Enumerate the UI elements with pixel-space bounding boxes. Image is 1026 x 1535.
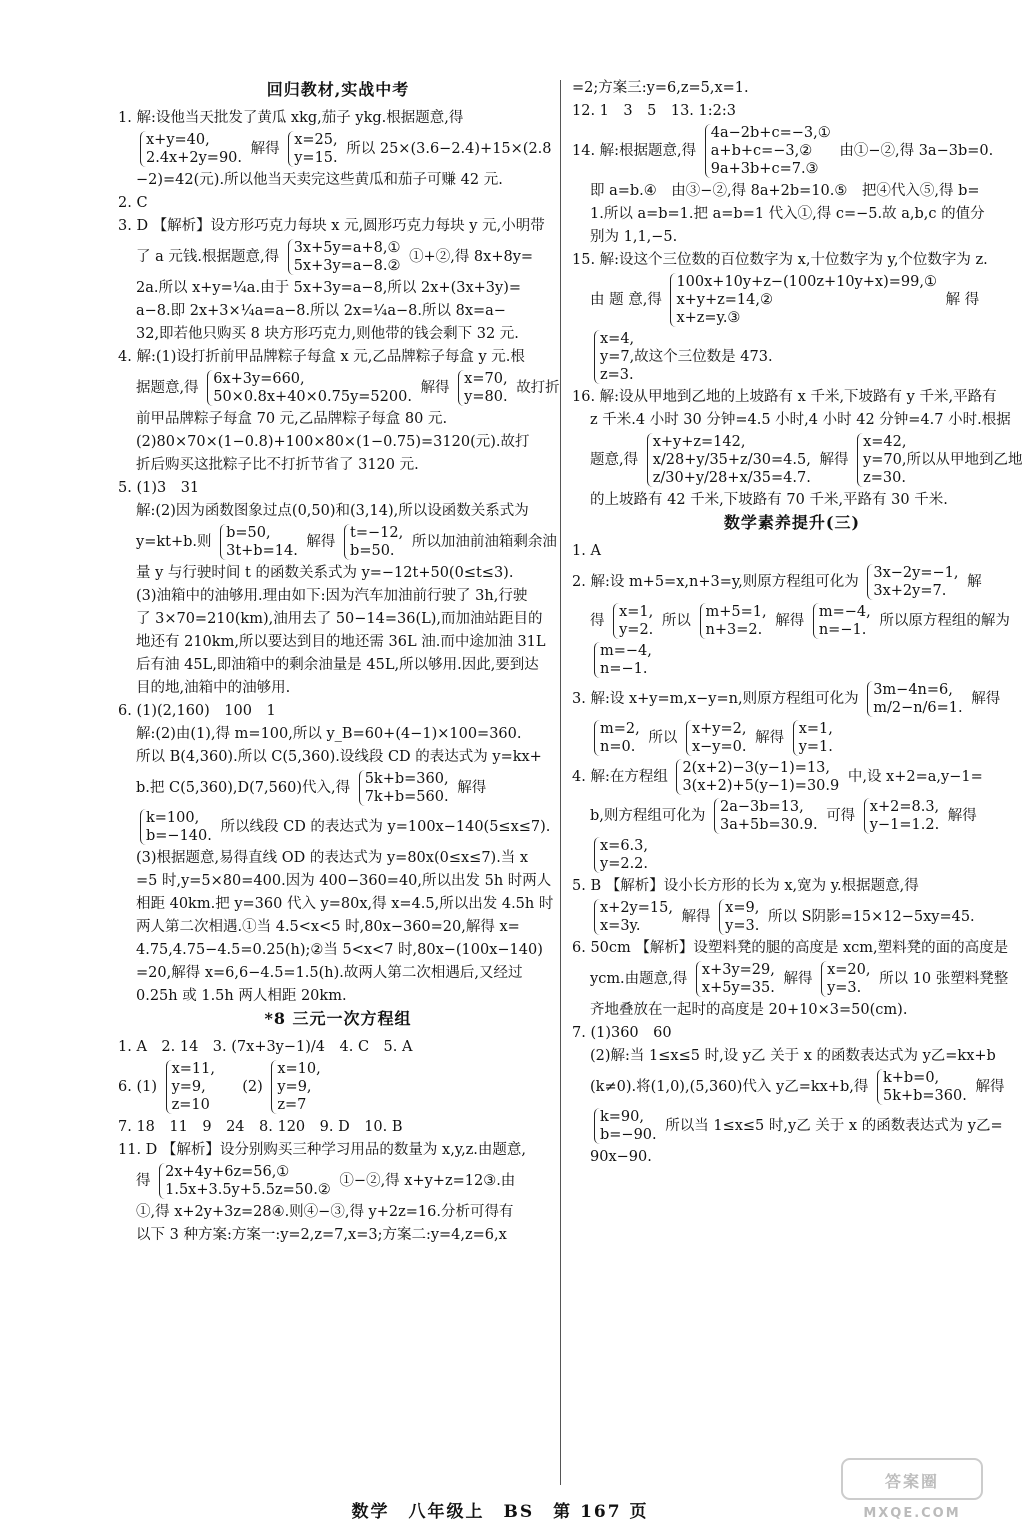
right-column: [572, 78, 1023, 1170]
watermark-logo: [838, 1455, 986, 1525]
q15-line: 15. 解:设这个三位数的百位数字为 x,十位数字为 y,个位数字为 z.: [572, 252, 988, 268]
s7-line: 7. (1)360 60: [572, 1025, 672, 1041]
page-footer: 数学 八年级上 BS 第 167 页: [351, 1502, 649, 1522]
equation-system: 2(x+2)−3(y−1)=13, 3(x+2)+5(y−1)=30.9: [676, 759, 839, 795]
section-title: 回归教材,实战中考: [266, 80, 410, 99]
equation-solution: x=70, y=80.: [458, 370, 507, 406]
q14-line: 别为 1,1,−5.: [590, 229, 678, 245]
q3-line: 3. D 【解析】设方形巧克力每块 x 元,圆形巧克力每块 y 元,小明带: [118, 218, 545, 234]
equation-system: 6x+3y=660, 50×0.8x+40×0.75y=5200.: [207, 370, 412, 406]
s3-solution: m=2, n=0. 所以 x+y=2, x−y=0. 解得 x=1, y=1.: [572, 720, 1012, 756]
equation-solution: x=4, y=7,故这个三位数是 473. z=3.: [594, 330, 773, 384]
q6-solution: k=100, b=−140. 所以线段 CD 的表达式为 y=100x−140(5≤x≤7).: [118, 809, 558, 845]
svg-text:答案圈: 答案圈: [884, 1472, 940, 1491]
q1-line: −2)=42(元).所以他当天卖完这些黄瓜和茄子可赚 42 元.: [136, 172, 503, 188]
left-column: [118, 78, 558, 1248]
equation-solution: x=1, y=1.: [793, 720, 833, 756]
s4-system: 4. 解:在方程组 2(x+2)−3(y−1)=13, 3(x+2)+5(y−1)=30.9 中,设 x+2=a,y−1=: [572, 760, 983, 794]
equation-system: x+y=40, 2.4x+2y=90.: [140, 131, 242, 167]
equation-solution: t=−12, b=50.: [344, 524, 403, 560]
q6-line: 两人第二次相遇.①当 4.5<x<5 时,80x−360=20,解得 x=: [136, 919, 520, 935]
s7-line: (2)解:当 1≤x≤5 时,设 y乙 关于 x 的函数表达式为 y乙=kx+b: [590, 1048, 996, 1064]
s5-line: 5. B 【解析】设小长方形的长为 x,宽为 y.根据题意,得: [572, 878, 919, 894]
s7-system: (k≠0).将(1,0),(5,360)代入 y乙=kx+b,得 k+b=0, 5k+b=360. 解得: [590, 1070, 1005, 1104]
section-title-3: 数学素养提升(三): [723, 513, 861, 532]
q16-line: z 千米.4 小时 30 分钟=4.5 小时,4 小时 42 分钟=4.7 小时.根据: [590, 412, 1011, 428]
equation-system: x+y=2, x−y=0.: [686, 720, 747, 756]
q4-line: (2)80×70×(1−0.8)+100×80×(1−0.75)=3120(元).故打: [136, 434, 530, 450]
q11-line: 11. D 【解析】设分别购买三种学习用品的数量为 x,y,z.由题意,: [118, 1142, 527, 1158]
equation-solution: x=9, y=3.: [719, 899, 759, 935]
equation-solution: x=6.3, y=2.2.: [594, 837, 648, 873]
equation-solution: x=11, y=9, z=10: [166, 1060, 215, 1114]
q5-line: 5. (1)3 31: [118, 480, 200, 496]
equation-system: 3m−4n=6, m/2−n/6=1.: [867, 681, 962, 717]
equation-system: 100x+10y+z−(100z+10y+x)=99,① x+y+z=14,② x+z=y.③: [670, 273, 937, 327]
q6-system: b.把 C(5,360),D(7,560)代入,得 5k+b=360, 7k+b=560. 解得: [136, 771, 487, 805]
equation-system: 2a−3b=13, 3a+5b=30.9.: [714, 798, 818, 834]
q16-line: 的上坡路有 42 千米,下坡路有 70 千米,平路有 30 千米.: [590, 492, 948, 508]
q2-answer: 2. C: [118, 195, 148, 211]
q1-system: x+y=40, 2.4x+2y=90. 解得 x=25, y=15. 所以 25×(3.6−2.4)+15×(2.8: [118, 131, 558, 167]
q3-system: 了 a 元钱.根据题意,得 3x+5y=a+8,① 5x+3y=a−8.② ①+②,得 8x+8y=: [136, 240, 534, 274]
equation-solution: m=−4, n=−1.: [813, 603, 871, 639]
equation-system: m+5=1, n+3=2.: [700, 603, 767, 639]
section-title-2: *8 三元一次方程组: [264, 1009, 412, 1028]
equation-system: 4a−2b+c=−3,① a+b+c=−3,② 9a+3b+c=7.③: [705, 124, 831, 178]
equation-system: 3x−2y=−1, 3x+2y=7.: [867, 564, 958, 600]
q15-system: 由 题 意,得 100x+10y+z−(100z+10y+x)=99,① x+y+z=14,② x+z=y.③ 解 得: [590, 274, 980, 326]
equation-system: x+y+z=142, x/28+y/35+z/30=4.5, z/30+y/28+x/35=4.7.: [647, 433, 811, 487]
q6-line: 0.25h 或 1.5h 两人相距 20km.: [136, 988, 347, 1004]
q15-solution: [572, 330, 1012, 384]
q6-line: 解:(2)由(1),得 m=100,所以 y_B=60+(4−1)×100=360.: [136, 726, 522, 742]
s4-final: [572, 837, 1012, 873]
equation-system: k+b=0, 5k+b=360.: [877, 1069, 967, 1105]
equation-solution: k=90, b=−90.: [594, 1108, 657, 1144]
equation-system: 3x+5y=a+8,① 5x+3y=a−8.②: [288, 239, 401, 275]
q6-line: =5 时,y=5×80=400.因为 400−360=40,所以出发 5h 时两人: [136, 873, 552, 889]
equation-system: x+2y=15, x=3y.: [594, 899, 673, 935]
q5-line: 了 3×70=210(km),油用去了 50−14=36(L),而加油站距目的: [136, 611, 543, 627]
equation-solution: x=10, y=9, z=7: [271, 1060, 320, 1114]
q5-line: 地还有 210km,所以要达到目的地还需 36L 油.而中途加油 31L: [136, 634, 546, 650]
equation-solution: x=42, y=70,所以从甲地到乙地 z=30.: [857, 433, 1022, 487]
answers-7-10: 7. 18 11 9 24 8. 120 9. D 10. B: [118, 1119, 403, 1135]
q4-system: 据题意,得 6x+3y=660, 50×0.8x+40×0.75y=5200. 解得 x=70, y=80. 故打折: [136, 371, 560, 405]
q6-line: 6. (1)(2,160) 100 1: [118, 703, 276, 719]
s4-solution: b,则方程组可化为 2a−3b=13, 3a+5b=30.9. 可得 x+2=8.3, y−1=1.2. 解得: [590, 799, 977, 833]
q5-line: (3)油箱中的油够用.理由如下:因为汽车加油前行驶了 3h,行驶: [136, 588, 528, 604]
q16-line: 16. 解:设从甲地到乙地的上坡路有 x 千米,下坡路有 y 千米,平路有: [572, 389, 997, 405]
equation-system: 2x+4y+6z=56,① 1.5x+3.5y+5.5z=50.②: [159, 1163, 331, 1199]
q16-system: 题意,得 x+y+z=142, x/28+y/35+z/30=4.5, z/30+y/28+x/35=4.7. 解得 x=42, y=70,所以从甲地到乙地 z=30.: [590, 434, 1023, 486]
s3-system: 3. 解:设 x+y=m,x−y=n,则原方程组可化为 3m−4n=6, m/2−n/6=1. 解得: [572, 682, 1001, 716]
svg-text:MXQE.COM: MXQE.COM: [863, 1506, 961, 1521]
answers-1-5: 1. A 2. 14 3. (7x+3y−1)/4 4. C 5. A: [118, 1039, 413, 1055]
equation-solution: x=1, y=2.: [613, 603, 653, 639]
q6-line: 所以 B(4,360).所以 C(5,360).设线段 CD 的表达式为 y=kx+: [136, 749, 542, 765]
q5-line: 后有油 45L,即油箱中的剩余油量是 45L,所以够用.因此,要到达: [136, 657, 539, 673]
q5-line: 量 y 与行驶时间 t 的函数关系式为 y=−12t+50(0≤t≤3).: [136, 565, 514, 581]
q11-continued: =2;方案三:y=6,z=5,x=1.: [572, 80, 749, 96]
q3-line: a−8.即 2x+3×¼a=a−8.所以 2x=¼a−8.所以 8x=a−: [136, 303, 506, 319]
equation-system: b=50, 3t+b=14.: [220, 524, 298, 560]
s6-line: 齐地叠放在一起时的高度是 20+10×3=50(cm).: [590, 1002, 908, 1018]
s2-system: 2. 解:设 m+5=x,n+3=y,则原方程组可化为 3x−2y=−1, 3x+2y=7. 解: [572, 565, 982, 599]
equation-solution: m=2, n=0.: [594, 720, 640, 756]
q6-line: =20,解得 x=6,6−4.5=1.5(h).故两人第二次相遇后,又经过: [136, 965, 523, 981]
s7-solution: k=90, b=−90. 所以当 1≤x≤5 时,y乙 关于 x 的函数表达式为 y乙=: [572, 1108, 1012, 1144]
q14-line: 即 a=b.④ 由③−②,得 8a+2b=10.⑤ 把④代入⑤,得 b=: [590, 183, 980, 199]
s5-system: x+2y=15, x=3y. 解得 x=9, y=3. 所以 S阴影=15×12−5xy=45.: [572, 899, 1012, 935]
q14-line: 1.所以 a=b=1.把 a=b=1 代入①,得 c=−5.故 a,b,c 的值分: [590, 206, 985, 222]
q4-line: 前甲品牌粽子每盒 70 元,乙品牌粽子每盒 80 元.: [136, 411, 448, 427]
equation-solution: k=100, b=−140.: [140, 809, 212, 845]
q3-line: 32,即若他只购买 8 块方形巧克力,则他带的钱会剩下 32 元.: [136, 326, 519, 342]
answers-6: 6. (1) x=11, y=9, z=10 (2) x=10, y=9, z=7: [118, 1061, 321, 1113]
s6-line: 6. 50cm 【解析】设塑料凳的腿的高度是 xcm,塑料凳的面的高度是: [572, 940, 1009, 956]
q4-line: 折后购买这批粽子比不打折节省了 3120 元.: [136, 457, 419, 473]
q6-line: 相距 40km.把 y=360 代入 y=80x,得 x=4.5,所以出发 4.5h 时: [136, 896, 554, 912]
q1-line: 1. 解:设他当天批发了黄瓜 xkg,茄子 ykg.根据题意,得: [118, 110, 464, 126]
s2-solution: 得 x=1, y=2. 所以 m+5=1, n+3=2. 解得 m=−4, n=−1. 所以原方程组的解为: [590, 604, 1010, 638]
q11-system: 得 2x+4y+6z=56,① 1.5x+3.5y+5.5z=50.② ①−②,得 x+y+z=12③.由: [136, 1164, 516, 1198]
q5-line: 目的地,油箱中的油够用.: [136, 680, 291, 696]
s6-system: ycm.由题意,得 x+3y=29, x+5y=35. 解得 x=20, y=3. 所以 10 张塑料凳整: [590, 962, 1009, 996]
q5-line: 解:(2)因为函数图象过点(0,50)和(3,14),所以设函数关系式为: [136, 503, 529, 519]
q5-system: y=kt+b.则 b=50, 3t+b=14. 解得 t=−12, b=50. 所以加油前油箱剩余油: [136, 525, 557, 559]
equation-solution: x=20, y=3.: [821, 961, 870, 997]
q6-line: 4.75,4.75−4.5=0.25(h);②当 5<x<7 时,80x−(100x−140): [136, 942, 543, 958]
q11-line: 以下 3 种方案:方案一:y=2,z=7,x=3;方案二:y=4,z=6,x: [136, 1227, 507, 1243]
column-divider: [560, 80, 561, 1485]
q11-line: ①,得 x+2y+3z=28④.则④−③,得 y+2z=16.分析可得有: [136, 1204, 514, 1220]
q3-line: 2a.所以 x+y=¼a.由于 5x+3y=a−8,所以 2x+(3x+3y)=: [136, 280, 522, 296]
q14-system: 14. 解:根据题意,得 4a−2b+c=−3,① a+b+c=−3,② 9a+3b+c=7.③ 由①−②,得 3a−3b=0.: [572, 125, 994, 177]
q6-line: (3)根据题意,易得直线 OD 的表达式为 y=80x(0≤x≤7).当 x: [136, 850, 529, 866]
equation-system: x+3y=29, x+5y=35.: [696, 961, 775, 997]
equation-solution: x=25, y=15.: [288, 131, 337, 167]
answers-12-13: 12. 1 3 5 13. 1:2:3: [572, 103, 736, 119]
equation-solution: m=−4, n=−1.: [594, 642, 652, 678]
equation-system: 5k+b=360, 7k+b=560.: [359, 770, 449, 806]
q4-line: 4. 解:(1)设打折前甲品牌粽子每盒 x 元,乙品牌粽子每盒 y 元.根: [118, 349, 525, 365]
s2-final: [572, 642, 1012, 678]
equation-system: x+2=8.3, y−1=1.2.: [864, 798, 939, 834]
s1-answer: 1. A: [572, 543, 601, 559]
s7-line: 90x−90.: [590, 1149, 652, 1165]
